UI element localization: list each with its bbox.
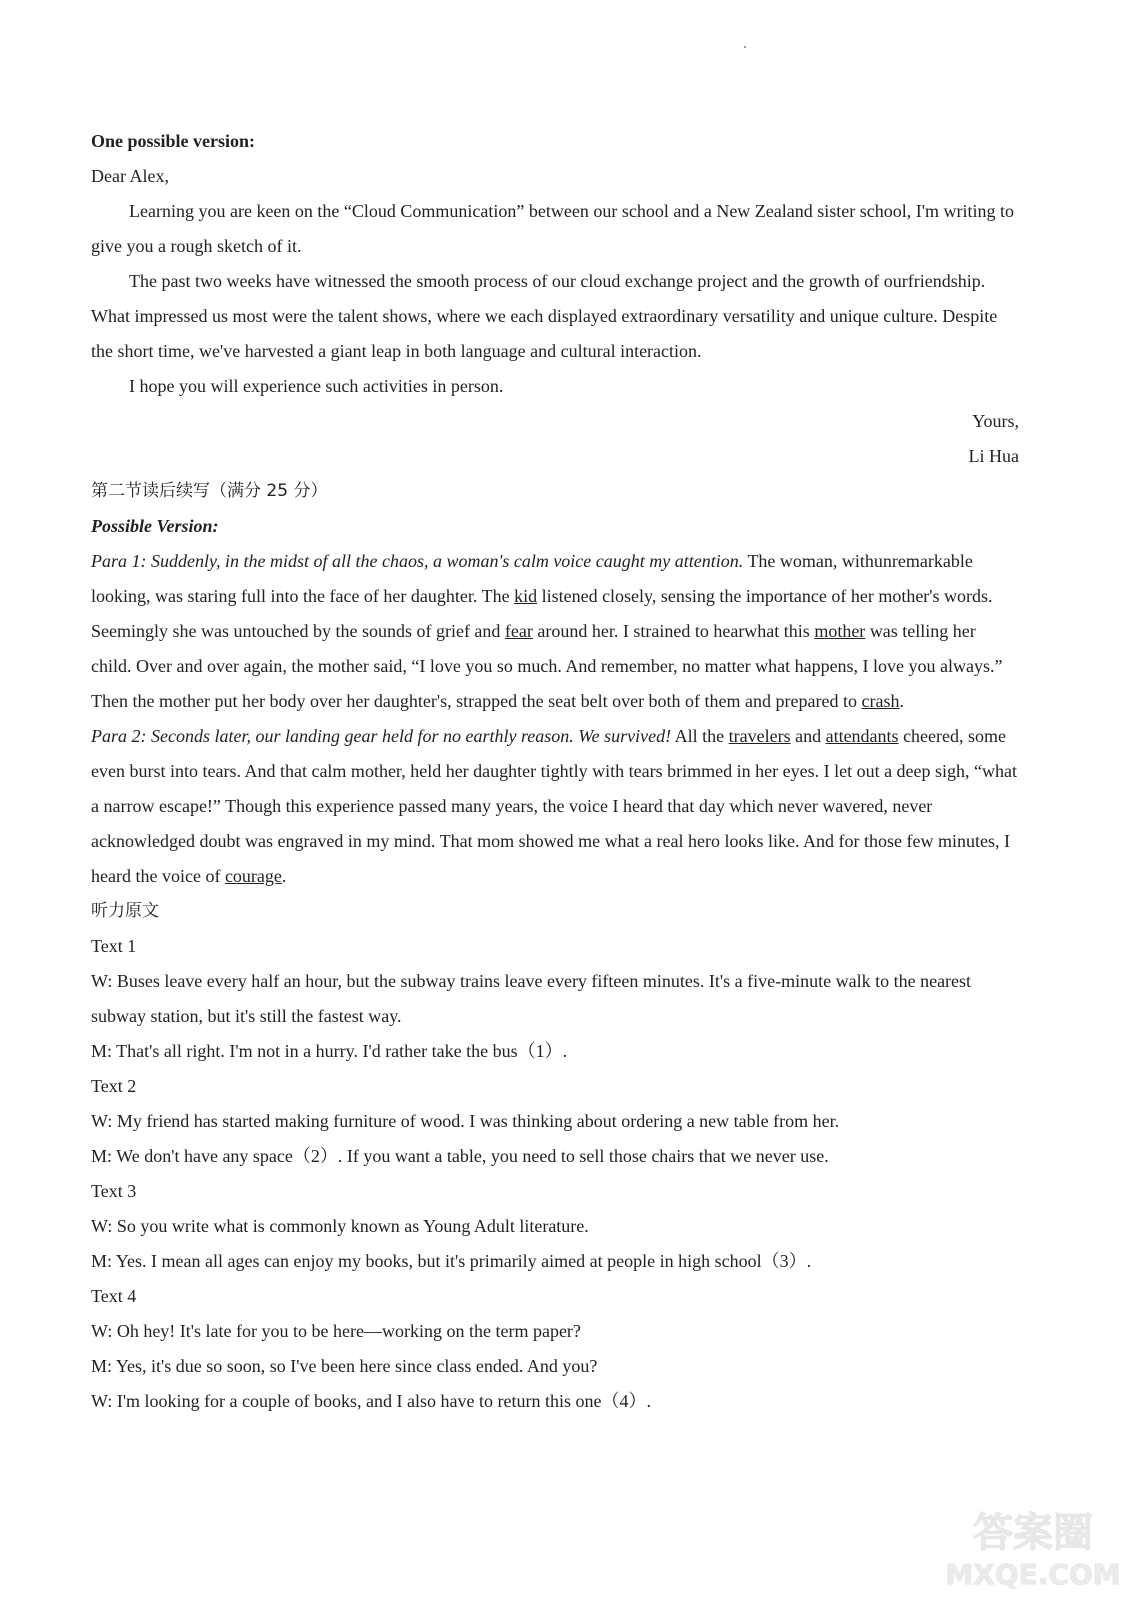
para2-text: and: [790, 726, 826, 746]
underlined-word: mother: [814, 621, 866, 641]
underlined-word: courage: [224, 866, 282, 886]
underlined-word: kid: [514, 586, 538, 606]
continuation-paragraph-2: [91, 719, 1019, 894]
scan-mark: [744, 46, 746, 48]
underlined-word: fear: [504, 621, 533, 641]
dialogue-line: M: We don't have any space（2）. If you want a table, you need to sell those chairs that we never use.: [91, 1146, 829, 1166]
underlined-word: attendants: [825, 726, 899, 746]
dialogue-line: M: That's all right. I'm not in a hurry. I'd rather take the bus（1）.: [91, 1041, 568, 1061]
text-label: Text 1: [91, 936, 137, 956]
watermark-logo: [923, 1494, 1123, 1594]
para2-text: cheered, some even burst into tears. And that calm mother, held her daughter tightly with tears brimmed in her eyes. I let out a deep sigh, “what a narrow escape!” Though this experience passed many years, the voice I heard that day which never wavered, never acknowledged doubt was engraved in my mind. That mom showed me what a real hero looks like. And for those few minutes, I heard the voice of: [91, 726, 1018, 886]
letter-paragraph-1: Learning you are keen on the “Cloud Communication” between our school and a New Zealand sister school, I'm writing to give you a rough sketch of it.: [91, 201, 1014, 256]
para1-lead: Para 1: Suddenly, in the midst of all the chaos, a woman's calm voice caught my attention.: [91, 551, 744, 571]
para1-text: was telling her child. Over and over again, the mother said, “I love you so much. And remember, no matter what happens, I love you always.” Then the mother put her body over her daughter's, strapped the seat belt over both of them and prepared to: [91, 621, 1003, 711]
letter-paragraph-3: I hope you will experience such activities in person.: [129, 376, 504, 396]
watermark-text-top: 答案圈: [973, 1510, 1093, 1556]
para2-text: .: [281, 866, 287, 886]
possible-version-label: Possible Version:: [91, 516, 219, 536]
para2-text: All the: [671, 726, 729, 746]
text-label: Text 3: [91, 1181, 137, 1201]
para1-text: listened closely, sensing the importance of her mother's words. Seemingly she was untouched by the sounds of grief and: [91, 586, 993, 641]
dialogue-line: W: I'm looking for a couple of books, and I also have to return this one（4）.: [91, 1391, 651, 1411]
dialogue-line: W: Buses leave every half an hour, but the subway trains leave every fifteen minutes. It's a five-minute walk to the nearest subway station, but it's still the fastest way.: [91, 971, 972, 1026]
underlined-word: travelers: [728, 726, 791, 746]
text-label: Text 2: [91, 1076, 137, 1096]
dialogue-line: M: Yes. I mean all ages can enjoy my books, but it's primarily aimed at people in high school（3）.: [91, 1251, 812, 1271]
listening-title: 听力原文: [91, 901, 159, 921]
dialogue-line: W: My friend has started making furniture of wood. I was thinking about ordering a new table from her.: [91, 1111, 840, 1131]
letter-greeting: Dear Alex,: [91, 166, 169, 186]
watermark-text-bottom: MXQE.COM: [945, 1558, 1121, 1591]
letter-paragraph-2: The past two weeks have witnessed the smooth process of our cloud exchange project and the growth of ourfriendship. What impressed us most were the talent shows, where we each displayed extraordinary versatility and unique culture. Despite the short time, we've harvested a giant leap in both language and cultural interaction.: [91, 271, 998, 361]
dialogue-line: W: So you write what is commonly known as Young Adult literature.: [91, 1216, 589, 1236]
continuation-paragraph-1: [91, 544, 1019, 719]
para1-text: The woman, withunremarkable looking, was staring full into the face of her daughter. The: [91, 551, 973, 606]
text-label: Text 4: [91, 1286, 137, 1306]
para1-text: around her. I strained to hearwhat this: [532, 621, 815, 641]
para1-text: .: [899, 691, 904, 711]
section-title: 第二节读后续写（满分 25 分）: [91, 481, 328, 501]
dialogue-line: M: Yes, it's due so soon, so I've been here since class ended. And you?: [91, 1356, 598, 1376]
document-page: [91, 124, 1019, 1419]
letter-heading: One possible version:: [91, 131, 256, 151]
dialogue-line: W: Oh hey! It's late for you to be here—working on the term paper?: [91, 1321, 581, 1341]
para2-lead: Para 2: Seconds later, our landing gear held for no earthly reason. We survived!: [91, 726, 672, 746]
letter-closing: Yours,: [972, 411, 1019, 431]
letter-signature: Li Hua: [968, 446, 1019, 466]
underlined-word: crash: [861, 691, 900, 711]
